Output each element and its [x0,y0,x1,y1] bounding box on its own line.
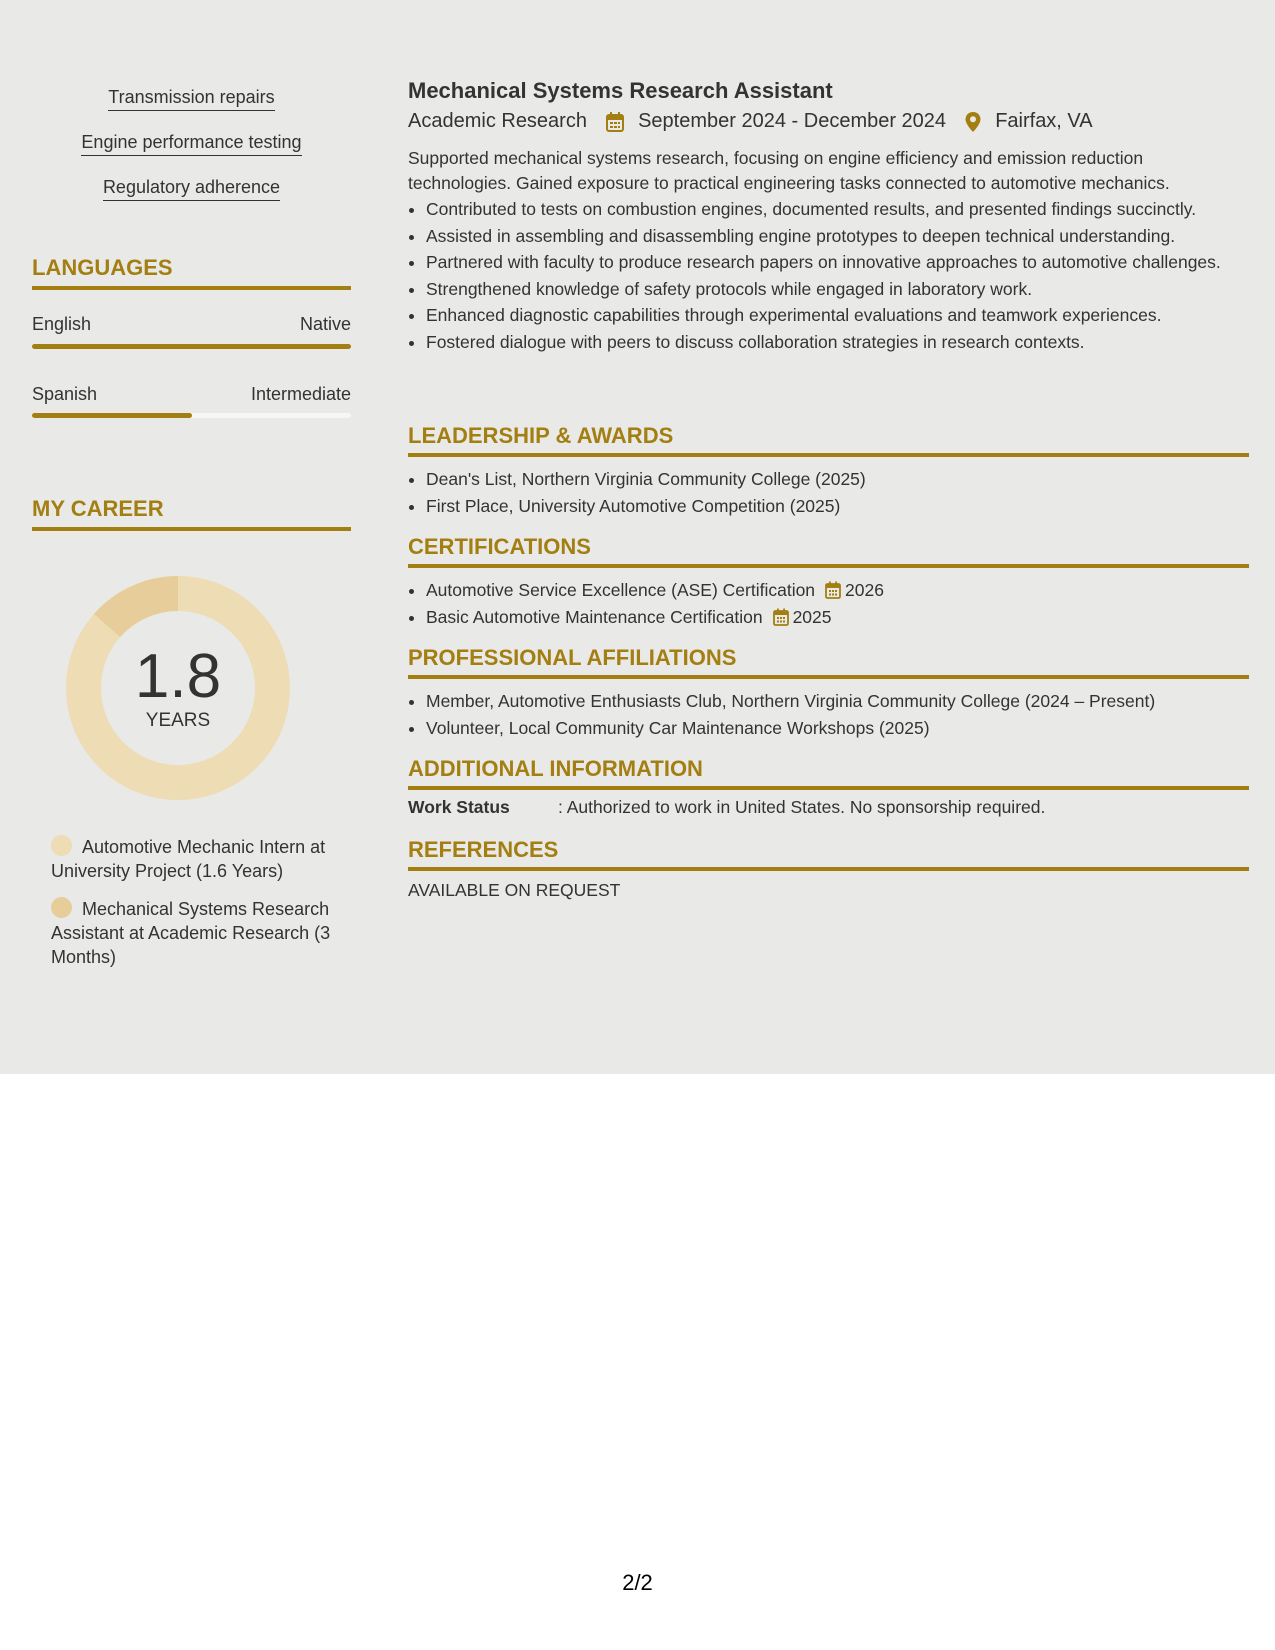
language-bar-fill [32,344,351,349]
location-pin-icon [964,111,982,133]
skill-item [32,86,351,111]
career-total: 1.8 [134,642,222,711]
legend-dot-icon [51,835,72,856]
list-item: • Dean's List, Northern Virginia Community College (2025) [426,467,1249,492]
affiliations-heading: PROFESSIONAL AFFILIATIONS [408,645,1249,679]
additional-info-heading: ADDITIONAL INFORMATION [408,756,1249,790]
affiliations-list [408,687,1249,743]
legend-label: Mechanical Systems Research Assistant at Academic Research (3 Months) [51,899,331,967]
languages-heading: LANGUAGES [32,255,351,290]
certification-name: Automotive Service Excellence (ASE) Certification [426,580,816,600]
job-company: Academic Research [408,110,587,133]
page-number: 2/2 [622,1570,653,1595]
work-status-row [408,797,1249,818]
job-meta [408,110,1249,138]
skill-label: Regulatory adherence [103,176,280,201]
language-bar [32,413,351,418]
certification-year: 2025 [792,607,832,627]
list-item: • Contributed to tests on combustion engines, documented results, and presented findings succinctly. [426,197,1249,222]
list-item [426,605,1249,630]
language-row [32,314,351,336]
language-level: Intermediate [250,384,351,404]
list-item: • First Place, University Automotive Competition (2025) [426,494,1249,519]
career-heading: MY CAREER [32,496,351,531]
legend-dot-icon [51,897,72,918]
job-dates: September 2024 - December 2024 [638,110,947,133]
language-bar-fill [32,413,192,418]
career-unit: YEARS [145,710,211,731]
career-legend-item [51,897,341,969]
career-legend-item [51,835,341,883]
leadership-list [408,465,1249,521]
skill-label: Transmission repairs [108,86,274,111]
career-donut [66,576,290,800]
list-item: • Volunteer, Local Community Car Maintenance Workshops (2025) [426,716,1249,741]
leadership-heading: LEADERSHIP & AWARDS [408,423,1249,457]
language-row [32,384,351,406]
work-status-value: : Authorized to work in United States. No sponsorship required. [558,797,1046,817]
certification-year: 2026 [845,580,884,600]
language-name: Spanish [32,384,98,404]
calendar-icon [605,111,625,133]
references-heading: REFERENCES [408,837,1249,871]
list-item: • Fostered dialogue with peers to discuss collaboration strategies in research contexts. [426,330,1249,355]
language-bar [32,344,351,349]
calendar-icon [773,608,789,626]
list-item: • Assisted in assembling and disassembling engine prototypes to deepen technical understanding. [426,224,1249,249]
certifications-heading: CERTIFICATIONS [408,534,1249,568]
calendar-icon [825,581,841,599]
language-name: English [32,314,92,334]
language-level: Native [299,314,351,334]
list-item: • Member, Automotive Enthusiasts Club, Northern Virginia Community College (2024 – Present) [426,689,1249,714]
skill-item [32,131,351,156]
job-title: Mechanical Systems Research Assistant [408,78,833,103]
references-text: AVAILABLE ON REQUEST [408,880,621,900]
list-item: • Strengthened knowledge of safety protocols while engaged in laboratory work. [426,277,1249,302]
job-description: Supported mechanical systems research, focusing on engine efficiency and emission reduction technologies. Gained exposure to practical engineering tasks connected to automotive mechanics. [408,148,1170,193]
skill-label: Engine performance testing [81,131,301,156]
work-status-label: Work Status [408,797,510,817]
job-location: Fairfax, VA [995,110,1093,133]
legend-label: Automotive Mechanic Intern at University Project (1.6 Years) [51,837,326,881]
skill-item [32,176,351,201]
job-description-block [408,146,1249,354]
list-item: • Partnered with faculty to produce research papers on innovative approaches to automotive challenges. [426,250,1249,275]
list-item: • Enhanced diagnostic capabilities through experimental evaluations and teamwork experiences. [426,303,1249,328]
job-bullets [408,197,1249,354]
certification-name: Basic Automotive Maintenance Certification [426,607,763,627]
list-item [426,578,1249,603]
certifications-list [408,576,1249,632]
